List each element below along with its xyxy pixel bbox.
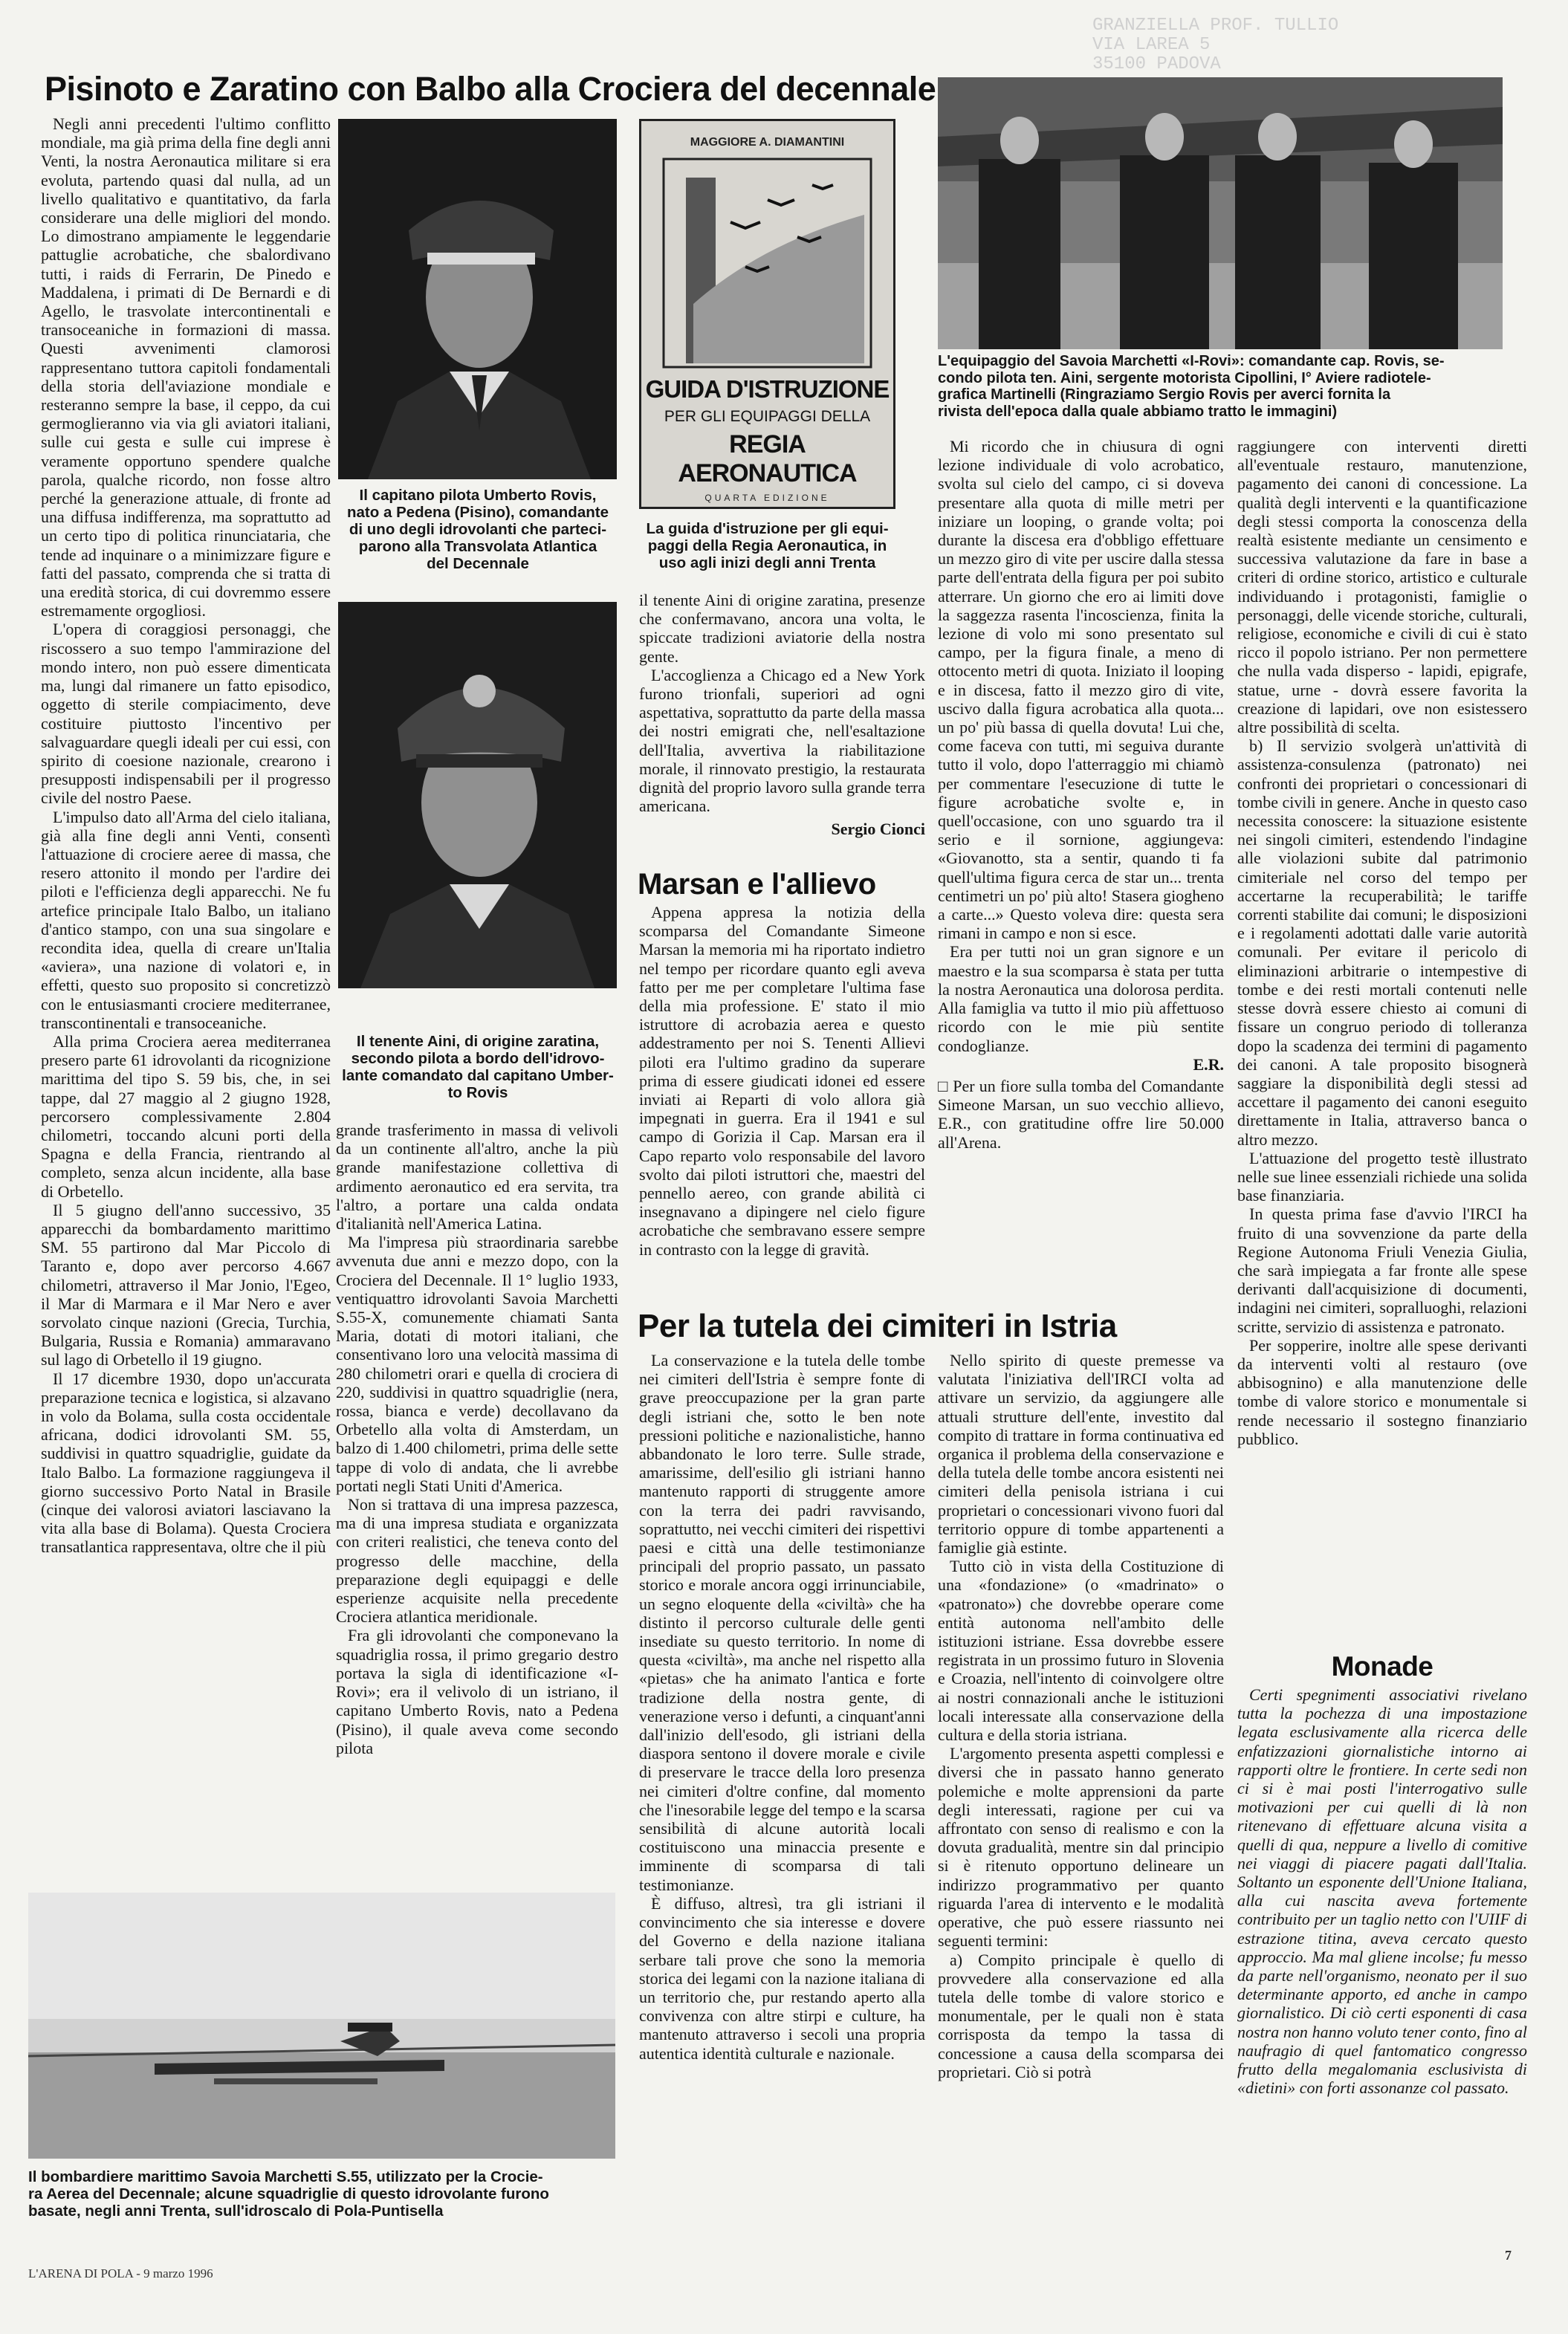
- article-cimiteri-column-5: [1237, 437, 1527, 1448]
- paragraph: Nello spirito di queste premesse va valutata l'iniziativa dell'IRCI volta ad attivare un servizio, da aggiungere alle attuali strutture dell'ente, investito dal compito di trattare in forma continuativa ed organica il problema della conservazione e della tutela delle tombe ancora esistenti nei cimiteri della penisola istriana i cui proprietari o concessionari vivono fuori dal territorio oppure di tombe appartenenti a famiglie già estinte.: [938, 1351, 1224, 1557]
- book-cover-illustration: [641, 155, 893, 371]
- caption-guida: La guida d'istruzione per gli equi- paggi della Regia Aeronautica, in uso agli inizi degli anni Trenta: [646, 520, 889, 571]
- marsan-note: □ Per un fiore sulla tomba del Comandante Simeone Marsan, un suo vecchio allievo, E.R., con gratitudine offre lire 50.000 all'Arena.: [938, 1076, 1224, 1152]
- paragraph: Appena appresa la notizia della scomparsa del Comandante Simeone Marsan la memoria mi ha riportato indietro nel tempo per ricordare quanto egli aveva fatto per me per completare l'ultima fase della mia professione. E' stato il mio istruttore di acrobazia aerea e questo addestramento per noi S. Tenenti Allievi piloti era l'ultimo gradino da superare prima di essere giudicati idonei ed essere inviati ai Reparti di volo allora già impegnati in guerra. Era il 1941 e sul campo di Gorizia il Cap. Marsan era il Capo reparto volo responsabile del lavoro svolto dai piloti istruttori che, maestri del pennello aereo, con grande abilità ci insegnavano a dipingere nel cielo figure acrobatiche che sembravano essere sempre in contrasto con la legge di gravità.: [639, 903, 925, 1259]
- article-cimiteri-column-4: [938, 1351, 1224, 2081]
- marsan-signature: E.R.: [1193, 1054, 1224, 1074]
- article-main-column-1: [41, 114, 331, 1557]
- book-cover-title-1: GUIDA D'ISTRUZIONE: [645, 375, 890, 403]
- paragraph: Ma l'impresa più straordinaria sarebbe avvenuta due anni e mezzo dopo, con la Crociera del Decennale. Il 1° luglio 1933, ventiquattro idrovolanti Savoia Marchetti S.55-X, comunemente chiamati Santa Maria, dotati di motori italiani, che consentivano loro una velocità massima di 280 chilometri orari e quella di crociera di 220, suddivisi in quattro squadriglie (nera, rossa, bianca e verde) decollavano da Orbetello alla volta di Amsterdam, un balzo di 1.400 chilometri, prima delle sette tappe di volo di andata, che li avrebbe portati negli Stati Uniti d'America.: [336, 1233, 618, 1495]
- paragraph: Il 17 dicembre 1930, dopo un'accurata preparazione tecnica e logistica, si alzavano in volo da Bolama, sulla costa occidentale africana, dodici idrovolanti SM. 55, suddivisi in quattro squadriglie, guidate da Italo Balbo. La formazione raggiungeva il giorno successivo Porto Natal in Brasile (cinque dei valorosi aviatori lasciavano la vita alla base di Bolama). Questa Crociera transatlantica rappresentava, oltre che il più: [41, 1369, 331, 1557]
- article-title-monade: Monade: [1331, 1651, 1433, 1682]
- paragraph: raggiungere con interventi diretti all'eventuale restauro, manutenzione, pagamento dei canoni di concessione. La qualità degli interventi e la quantificazione degli stessi comporta la conoscenza della realtà esistente mediante un censimento e successiva valutazione da fare in base a criteri di ordine storico, artistico e culturale individuando i protagonisti, famiglie o personaggi, delle vicende storiche, culturali, religiose, economiche e civili di cui è stato ricco il popolo istriano. Per non permettere che nulla vada disperso - lapidi, epigrafe, statue, urne - dovrà essere favorita la creazione di lapidari, ove non esistessero altre possibilità di scelta.: [1237, 437, 1527, 737]
- article-monade-column-5: [1237, 1685, 1527, 2097]
- paragraph: L'impulso dato all'Arma del cielo italiana, già alla fine degli anni Venti, consentì l'attuazione di crociere aeree di massa, che resero attonito il mondo per l'ardire dei piloti e l'efficienza degli apparecchi. Ne fu artefice principale Italo Balbo, un italiano d'antico stampo, con una sua singolare e recondita idea, quella di creare un'Italia «aviera», una nazione di volatori e, in effetti, questo suo proposito si concretizzò con le entusiasmanti crociere mediterranee, transcontinentali e transoceaniche.: [41, 807, 331, 1032]
- paragraph: Mi ricordo che in chiusura di ogni lezione individuale di volo acrobatico, svolta sul cielo del campo, ci si doveva presentare alla quota di mille metri per iniziare un looping, o grande volta; poi durante la discesa era d'obbligo effettuare un mezzo giro di vite per uscire dalla stessa parte dell'entrata della figura per poi subito atterrare. Un giorno che ero ai limiti dove la saggezza rasenta l'incoscienza, finita la lezione di volo mi sono presentato sul campo, per la figura finale, a meno di ottocento metri di quota. Iniziato il looping e in discesa, fatto il mezzo giro di vite, uscivo dalla figura acrobatica alla quota... un po' più bassa di quella dovuta! Lui che, come faceva con tutti, mi seguiva durante tutto il volo, dopo l'atterraggio mi chiamò per commentare l'esecuzione di tutte le figure acrobatiche svolte e, in quell'occasione, con uno sguardo tra il serio e il sornione, aggiungeva: «Giovanotto, sta a sentir, quando ti fa quell'ultima figura cerca de star un... trenta centimetri un po' più alto! Stasera giogheno a carte...» Questo voleva dire: questa sera rimani in campo e non si esce.: [938, 437, 1224, 943]
- paragraph: il tenente Aini di origine zaratina, presenze che confermavano, ancora una volta, le spiccate tradizioni aviatorie della nostra gente.: [639, 591, 925, 666]
- article-title-marsan: Marsan e l'allievo: [638, 868, 876, 901]
- paragraph: Negli anni precedenti l'ultimo conflitto mondiale, ma già prima della fine degli anni Venti, la nostra Aeronautica militare si era evoluta, partendo quasi dal nulla, ad un livello qualitativo e quantitativo, da farla considerare una delle migliori del mondo. Lo dimostrano ampiamente le leggendarie pattuglie acrobatiche, che sbalordivano tutti, i raids di Ferrarin, De Pinedo e Maddalena, i primati di De Bernardi e di Agello, le trasvolate intercontinentali e transoceaniche in formazioni di massa. Questi avvenimenti clamorosi rappresentano tuttora capitoli fondamentali della storia dell'aviazione mondiale e resteranno sempre la base, il ceppo, da cui germoglieranno via via gli aviatori italiani, sulle cui gesta e sulle cui imprese è veramente opportuno spendere qualche parola, qualche ricordo, non fosse altro perché la generazione attuale, di fronte ad una diffusa indifferenza, ma soprattutto ad un certo tipo di politica rinunciataria, che tende ad inquinare o a minimizzare figure e fatti del passato, comprenda che si tratta di una eredità storica, di cui dovremmo essere estremamente orgogliosi.: [41, 114, 331, 620]
- paragraph: b) Il servizio svolgerà un'attività di assistenza-consulenza (patronato) nei confronti dei proprietari o concessionari di tombe civili in genere. Anche in questo caso necessita conoscere: la situazione esistente nei singoli cimiteri, estendendo l'indagine alle violazioni subite dal patrimonio cimiteriale nel corso del tempo per accertarne la recuperabilità; le tariffe correnti stabilite dai comuni; le disposizioni e i regolamenti adottati dalle varie autorità comunali. Per evitare il pericolo di eliminazioni arbitrarie o intempestive di tombe e dei resti mortali contenuti nelle stesse dovrà essere chiesto ai comuni di fissare un congruo periodo di tolleranza dopo la scadenza dei termini di pagamento dei canoni. A tale proposito bisognerà saggiare la disponibilità degli stessi ad accettare il pagamento dei canoni eseguito direttamente in Italia, attraverso banca o altro mezzo.: [1237, 736, 1527, 1149]
- address-label: GRANZIELLA PROF. TULLIO VIA LAREA 5 35100 PADOVA: [1092, 16, 1339, 74]
- paragraph: In questa prima fase d'avvio l'IRCI ha fruito di una sovvenzione da parte della Regione Autonoma Friuli Venezia Giulia, che sarà impiegata a far fronte alle spese derivanti dall'acquisizione di documenti, indagini nei cimiteri, sopralluoghi, relazioni scritte, servizio di assistenza e patronato.: [1237, 1205, 1527, 1336]
- paragraph: Il 5 giugno dell'anno successivo, 35 apparecchi da bombardamento marittimo SM. 55 partirono dal Mar Piccolo di Taranto e, dopo aver percorso 4.667 chilometri, attraverso il Mar Jonio, l'Egeo, il Mar di Marmara e il Mar Nero e aver sorvolato cinque nazioni (Grecia, Turchia, Bulgaria, Russia e Romania) ammaravano sul lago di Orbetello il 19 giugno.: [41, 1200, 331, 1369]
- paragraph: Per sopperire, inoltre alle spese derivanti da interventi volti al restauro (ove abbisognino) e alla manutenzione delle tombe di valore storico e monumentale si rende necessario il sostegno finanziario pubblico.: [1237, 1335, 1527, 1448]
- book-cover-edition: QUARTA EDIZIONE: [704, 493, 830, 503]
- footer-issue-line: L'ARENA DI POLA - 9 marzo 1996: [28, 2266, 213, 2280]
- paragraph: È diffuso, altresì, tra gli istriani il convincimento che sia interesse e dovere del Governo e della nazione italiana serbare tali prove che sono la memoria storica dei legami con la nazione italiana di un territorio che, pur restando aperto alla convivenza con altre stirpi e culture, ha mantenuto attraverso i secoli una propria autentica identità culturale e nazionale.: [639, 1893, 925, 2063]
- photo-rovis-portrait: [338, 119, 617, 479]
- article-title-pisinoto: Pisinoto e Zaratino con Balbo alla Crociera del decennale: [45, 70, 936, 108]
- footer-page-number: 7: [1505, 2248, 1512, 2263]
- paragraph: Certi spegnimenti associativi rivelano tutta la pochezza di una impostazione legata esclusivamente alla ricerca delle enfatizzazioni giornalistiche intorno ai rapporti oltre le frontiere. In certe sedi non ci si è mai posti l'interrogativo sulle motivazioni per cui quelli di là non ritenevano di effettuare alcuna visita a quelli di qua, neppure a livello di comitive nei viaggi di piacere pagati dall'Italia. Soltanto un esponente dell'Unione Italiana, alla cui nascita aveva fortemente contribuito per un taglio netto con l'UIIF di estrazione titina, aveva cercato questo approccio. Ma mal gliene incolse; fu messo da parte nell'organismo, neonato per il suo determinante apporto, ed anche in campo giornalistico. Di ciò certi esponenti di casa nostra non hanno voluto tener conto, fino al naufragio di quel fantomatico congresso frutto della megalomania esclusivista di «dietini» con forti assonanze col passato.: [1237, 1685, 1527, 2098]
- caption-seaplane: Il bombardiere marittimo Savoia Marchetti S.55, utilizzato per la Crocie- ra Aerea del Decennale; alcune squadriglie di questo idrovolante furono basate, negli anni Trenta, sull'idroscalo di Pola-Puntisella: [28, 2168, 549, 2220]
- caption-rovis: Il capitano pilota Umberto Rovis, nato a Pedena (Pisino), comandante di uno degli idrovolanti che parteci- parono alla Transvolata Atlantica del Decennale: [347, 487, 609, 572]
- article-main-column-3: [639, 591, 925, 839]
- paragraph: Fra gli idrovolanti che componevano la squadriglia rossa, il primo gregario destro portava la sigla di identificazione «I-Rovi»; era il velivolo di un istriano, il capitano Umberto Rovis, nato a Pedena (Pisino), il quale aveva come secondo pilota: [336, 1626, 618, 1757]
- caption-crew: L'equipaggio del Savoia Marchetti «I-Rovi»: comandante cap. Rovis, se- condo pilota ten. Aini, sergente motorista Cipollini, I° Aviere radiotele- grafica Martinelli (Ringraziamo Sergio Rovis per averci fornita la rivista dell'epoca dalla quale abbiamo tratto le immagini): [938, 353, 1445, 420]
- caption-aini: Il tenente Aini, di origine zaratina, secondo pilota a bordo dell'idrovo- lante comandato dal capitano Umber- to Rovis: [342, 1033, 614, 1101]
- paragraph: L'attuazione del progetto testè illustrato nelle sue linee essenziali richiede una solida base finanziaria.: [1237, 1148, 1527, 1205]
- photo-aini-portrait: [338, 602, 617, 988]
- book-cover-title-3: REGIA AERONAUTICA: [678, 430, 857, 487]
- paragraph: La conservazione e la tutela delle tombe nei cimiteri dell'Istria è sempre fonte di grave preoccupazione per la gran parte degli istriani che, sotto le ben note pressioni politiche e nazionalistiche, hanno abbandonato le loro terre. Sulle strade, amarissime, dell'esilio gli istriani hanno mantenuto rapporti di struggente amore con la terra dei padri ravvisando, soprattutto, nei vecchi cimiteri dei rispettivi paesi e città una delle testimonianze principali del proprio passato, un passato storico e morale ancora oggi irrinunciabile, un segno eloquente della «civiltà» che ha distinto il percorso culturale delle genti insediate su questo territorio. In nome di questa «civiltà», ma anche nel rispetto alla «pietas» che ha animato l'antica e forte tradizione della nostra gente, di venerazione verso i defunti, a cinquant'anni dall'inizio dell'esodo, gli istriani della diaspora sentono il dovere morale e civile di preservare le tracce della loro presenza nei cimiteri d'oltre confine, dal momento che l'inesorabile legge del tempo e la scarsa sensibilità di alcune autorità locali costituiscono una minaccia presente e imminente di scomparsa di tali testimonianze.: [639, 1351, 925, 1894]
- book-cover-guida: [639, 119, 895, 509]
- article-marsan-column-3: [639, 903, 925, 1259]
- paragraph: L'accoglienza a Chicago ed a New York furono trionfali, superiori ad ogni aspettativa, soprattutto da parte della massa dei nostri emigrati che, nell'esaltazione dell'Italia, avvertiva la riabilitazione morale, il rinnovato prestigio, la restaurata dignità del proprio lavoro sulla grande terra americana.: [639, 665, 925, 816]
- photo-crew: [938, 77, 1503, 349]
- paragraph: Tutto ciò in vista della Costituzione di una «fondazione» (o «madrinato» o «patronato») che dovrebbe operare come entità autonoma nell'ambito delle istituzioni istriane. Essa dovrebbe essere registrata in un prossimo futuro in Slovenia e Croazia, nell'intento di coinvolgere oltre ai nostri connazionali anche le istituzioni locali interessate alla conservazione della cultura e della storia istriana.: [938, 1557, 1224, 1745]
- paragraph: Non si trattava di una impresa pazzesca, ma di una impresa studiata e organizzata con criteri realistici, che teneva conto del progresso delle macchine, della preparazione degli equipaggi e delle esperienze acquisite nella precedente Crociera atlantica meridionale.: [336, 1495, 618, 1627]
- paragraph: a) Compito principale è quello di provvedere alla conservazione ed alla tutela delle tombe di valore storico e monumentale, per le quali non è stata corrisposta da tempo la tassa di concessione a causa della scomparsa dei proprietari. Ciò si potrà: [938, 1950, 1224, 2081]
- paragraph: grande trasferimento in massa di velivoli da un continente all'altro, anche la più grande manifestazione collettiva di ardimento aeronautico ed era servita, tra l'altro, a portare una calda ondata d'italianità nell'America Latina.: [336, 1121, 618, 1234]
- article-cimiteri-column-3: [639, 1351, 925, 2063]
- article-title-cimiteri: Per la tutela dei cimiteri in Istria: [638, 1308, 1117, 1344]
- article-main-column-2: [336, 1121, 618, 1757]
- book-cover-title-2: PER GLI EQUIPAGGI DELLA: [664, 408, 871, 425]
- book-cover-author: MAGGIORE A. DIAMANTINI: [690, 136, 845, 149]
- photo-seaplane: [28, 1893, 615, 2159]
- article-marsan-column-4: [938, 437, 1224, 1152]
- paragraph: Era per tutti noi un gran signore e un maestro e la sua scomparsa è stata per tutta la nostra Aeronautica una dolorosa perdita. Alla famiglia va tutto il mio più affettuoso ricordo con le mie più sentite condoglianze.: [938, 942, 1224, 1055]
- author-signature: Sergio Cionci: [831, 820, 925, 839]
- paragraph: Alla prima Crociera aerea mediterranea presero parte 61 idrovolanti da ricognizione marittima del tipo S. 59 bis, che, in sei tappe, dal 27 maggio al 2 giugno 1928, percorsero complessivamente 2.804 chilometri, toccando alcuni porti della Spagna e della Francia, rientrando al completo, senza alcun incidente, alla base di Orbetello.: [41, 1031, 331, 1201]
- paragraph: L'opera di coraggiosi personaggi, che riscossero a suo tempo l'ammirazione del mondo intero, non può essere dimenticata ma, lungi dal rimanere un fatto episodico, oggetto di sterile compiacimento, deve costituire piuttosto l'incentivo per salvaguardare quegli ideali per cui essi, con spirito di coesione nazionale, crearono i presupposti indispensabili per il progresso civile del nostro Paese.: [41, 620, 331, 808]
- paragraph: L'argomento presenta aspetti complessi e diversi che in passato hanno generato polemiche e molte apprensioni da parte degli interessati, ragione per cui va affrontato con senso di realismo e con la dovuta gradualità, mentre sin dal principio si è ritenuto opportuno delineare un indirizzo programmativo per quanto riguarda l'area di intervento e le modalità operative, che può essere riassunto nei seguenti termini:: [938, 1744, 1224, 1951]
